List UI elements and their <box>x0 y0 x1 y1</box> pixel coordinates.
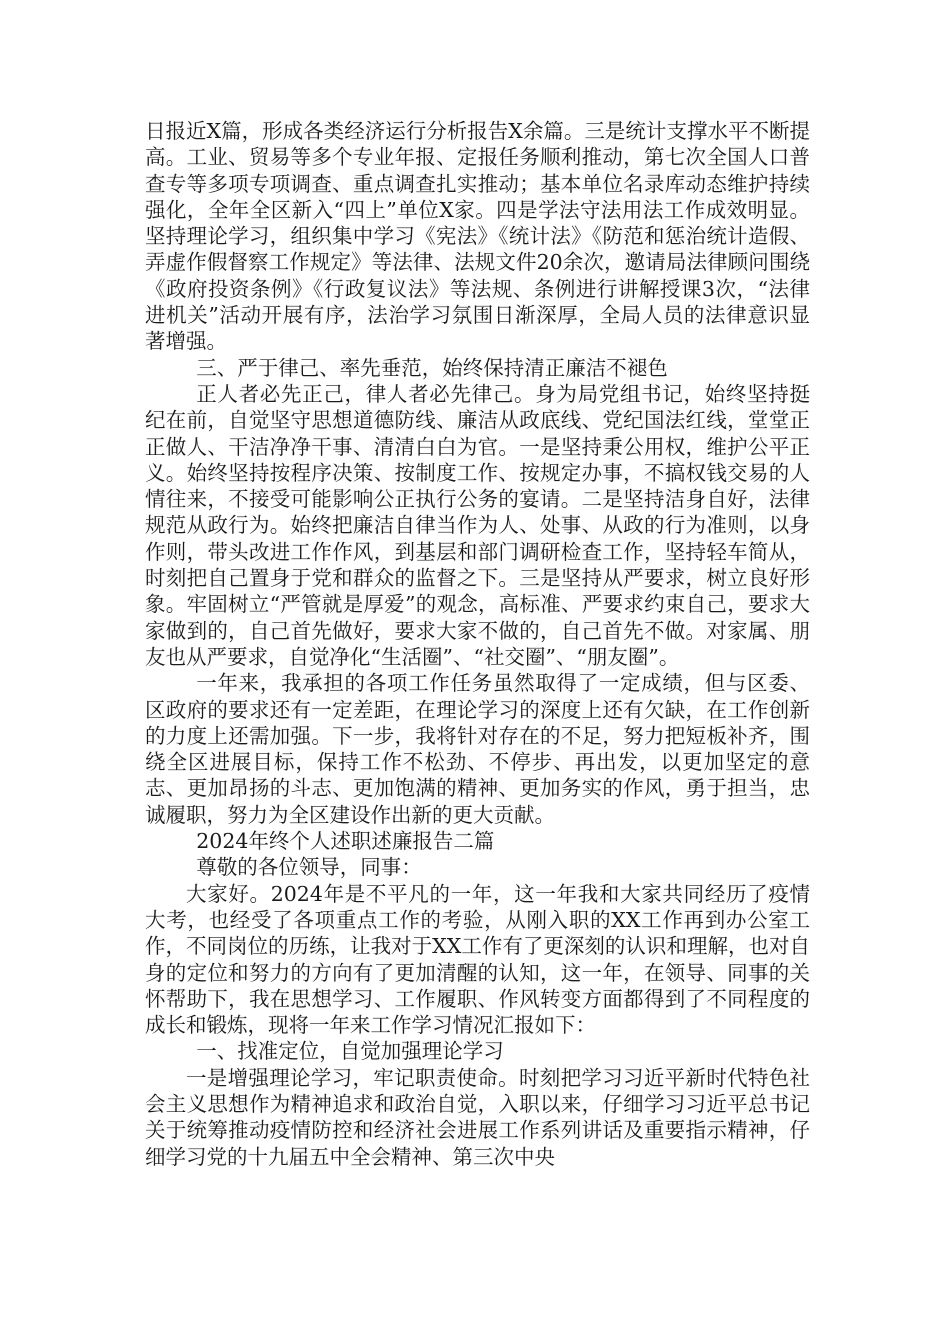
section-heading-positioning: 一、找准定位，自觉加强理论学习 <box>196 1039 504 1064</box>
paragraph-statistics-work: 日报近X篇，形成各类经济运行分析报告X余篇。三是统计支撑水平不断提高。工业、贸易等多个专业年报、定报任务顺利推动，第七次全国人口普查专等多项专项调查、重点调查扎实推动；基本单位名录库动态维护持续强化，全年全区新入“四上”单位X家。四是学法守法用法工作成效明显。坚持理论学习，组织集中学习《宪法》《统计法》《防范和惩治统计造假、弄虚作假督察工作规定》等法律、法规文件20余次，邀请局法律顾问围绕《政府投资条例》《行政复议法》等法规、条例进行讲解授课3次，“法律进机关”活动开展有序，法治学习氛围日渐深厚，全局人员的法律意识显著增强。 <box>145 119 810 354</box>
paragraph-self-discipline: 正人者必先正己，律人者必先律己。身为局党组书记，始终坚持挺纪在前，自觉坚守思想道德防线、廉洁从政底线、党纪国法红线，堂堂正正做人、干洁净净干事、清清白白为官。一是坚持秉公用权，维护公平正义。始终坚持按程序决策、按制度工作、按规定办事，不搞权钱交易的人情往来，不接受可能影响公正执行公务的宴请。二是坚持洁身自好，法律规范从政行为。始终把廉洁自律当作为人、处事、从政的行为准则，以身作则，带头改进工作作风，到基层和部门调研检查工作，坚持轻车简从，时刻把自己置身于党和群众的监督之下。三是坚持从严要求，树立良好形象。牢固树立“严管就是厚爱”的观念，高标准、严要求约束自己，要求大家做到的，自己首先做好，要求大家不做的，自己首先不做。对家属、朋友也从严要求，自觉净化“生活圈”、“社交圈”、“朋友圈”。 <box>145 381 810 669</box>
document-page <box>145 118 810 1170</box>
salutation: 尊敬的各位领导，同事： <box>196 855 422 880</box>
section-heading-integrity: 三、严于律己、率先垂范，始终保持清正廉洁不褪色 <box>196 355 668 380</box>
report-title-two: 2024年终个人述职述廉报告二篇 <box>196 829 495 854</box>
paragraph-greeting: 大家好。2024年是不平凡的一年，这一年我和大家共同经历了疫情大考，也经受了各项重点工作的考验，从刚入职的XX工作再到办公室工作，不同岗位的历练，让我对于XX工作有了更深刻的认识和理解，也对自身的定位和努力的方向有了更加清醒的认知，这一年，在领导、同事的关怀帮助下，我在思想学习、工作履职、作风转变方面都得到了不同程度的成长和锻炼，现将一年来工作学习情况汇报如下： <box>145 881 810 1038</box>
paragraph-theory-study: 一是增强理论学习，牢记职责使命。时刻把学习习近平新时代特色社会主义思想作为精神追求和政治自觉，入职以来，仔细学习习近平总书记关于统筹推动疫情防控和经济社会进展工作系列讲话及重要指示精神，仔细学习党的十九届五中全会精神、第三次中央 <box>145 1065 810 1169</box>
paragraph-summary: 一年来，我承担的各项工作任务虽然取得了一定成绩，但与区委、区政府的要求还有一定差距，在理论学习的深度上还有欠缺，在工作创新的力度上还需加强。下一步，我将针对存在的不足，努力把短板补齐，围绕全区进展目标，保持工作不松劲、不停步、再出发，以更加坚定的意志、更加昂扬的斗志、更加饱满的精神、更加务实的作风，勇于担当，忠诚履职，努力为全区建设作出新的更大贡献。 <box>145 671 810 827</box>
